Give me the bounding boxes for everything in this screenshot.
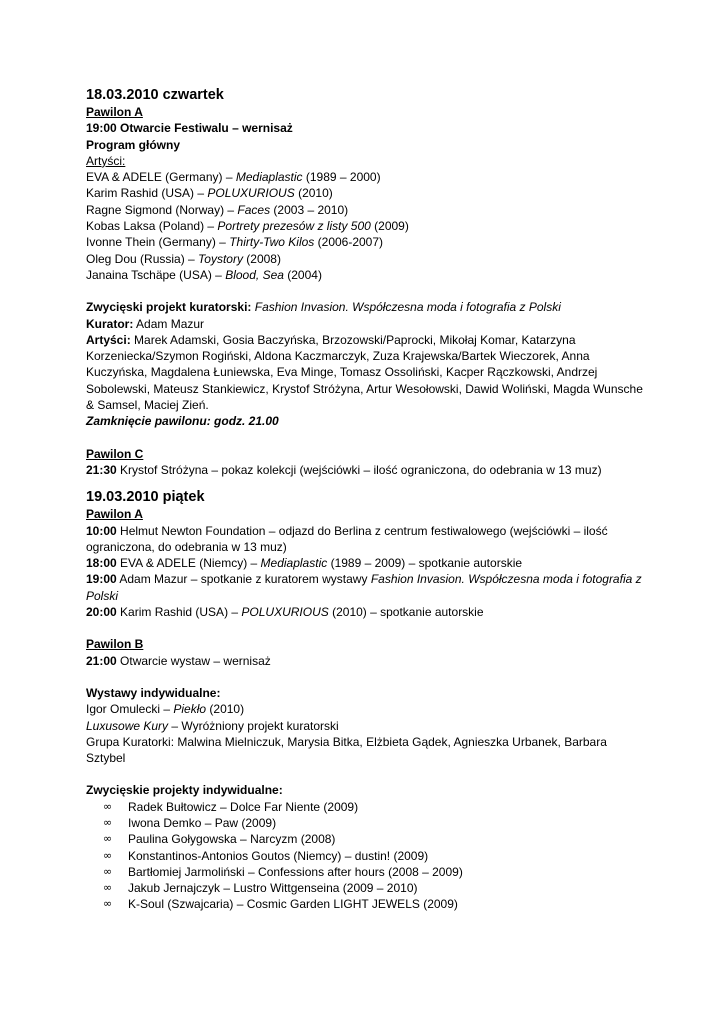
day2-pavilion-b-heading: Pawilon B <box>86 637 144 652</box>
individual-exhibition: Igor Omulecki – Piekło (2010) <box>86 702 245 717</box>
winning-individual-heading: Zwycięskie projekty indywidualne: <box>86 783 283 798</box>
infinity-bullet-icon: ∞ <box>103 799 113 813</box>
curators-group: Grupa Kuratorki: Malwina Mielniczuk, Marysia Bitka, Elżbieta Gądek, Agnieszka Urbanek, Barbara Sztybel <box>86 734 607 766</box>
infinity-bullet-icon: ∞ <box>103 815 113 829</box>
infinity-bullet-icon: ∞ <box>103 897 113 911</box>
day1-pavilion-c-heading: Pawilon C <box>86 446 144 461</box>
artist-line: Karim Rashid (USA) – POLUXURIOUS (2010) <box>86 186 333 201</box>
day2-event: 10:00 Helmut Newton Foundation – odjazd do Berlina z centrum festiwalowego (wejściówki – ilość ograniczona, do odebrania w 13 muz) <box>86 523 608 554</box>
day1-program-heading: Program główny <box>86 137 181 152</box>
day1-artists-label: Artyści: <box>86 153 126 168</box>
artist-line: EVA & ADELE (Germany) – Mediaplastic (1989 – 2000) <box>86 170 381 185</box>
infinity-bullet-icon: ∞ <box>103 864 113 878</box>
day1-artists-list <box>86 169 646 283</box>
day2-pavilion-a-heading: Pawilon A <box>86 507 143 522</box>
day1-pavilion-a-heading: Pawilon A <box>86 105 143 119</box>
artist-line: Ivonne Thein (Germany) – Thirty-Two Kilos (2006-2007) <box>86 235 384 250</box>
individual-exhibitions-heading: Wystawy indywidualne: <box>86 685 221 700</box>
curator-line: Kurator: Adam Mazur <box>86 316 205 331</box>
document-page <box>86 86 646 913</box>
winning-individual-list <box>86 799 646 913</box>
day1-opening-line <box>86 120 646 136</box>
day2-event: 20:00 Karim Rashid (USA) – POLUXURIOUS (2010) – spotkanie autorskie <box>86 605 484 620</box>
winning-curatorial-project: Zwycięski projekt kuratorski: Fashion Invasion. Współczesna moda i fotografia z Polski <box>86 300 561 315</box>
list-item: ∞ K-Soul (Szwajcaria) – Cosmic Garden LIGHT JEWELS (2009) <box>103 897 458 912</box>
day2-event: 18:00 EVA & ADELE (Niemcy) – Mediaplastic (1989 – 2009) – spotkanie autorskie <box>86 556 523 571</box>
infinity-bullet-icon: ∞ <box>103 881 113 895</box>
artist-line: Kobas Laksa (Poland) – Portrety prezesów z listy 500 (2009) <box>86 219 409 234</box>
artist-line: Janaina Tschäpe (USA) – Blood, Sea (2004) <box>86 267 322 282</box>
list-item: ∞ Konstantinos-Antonios Goutos (Niemcy) – dustin! (2009) <box>103 848 429 863</box>
infinity-bullet-icon: ∞ <box>103 832 113 846</box>
artist-line: Oleg Dou (Russia) – Toystory (2008) <box>86 251 281 266</box>
curatorial-artists: Artyści: Marek Adamski, Gosia Baczyńska, Brzozowski/Paprocki, Mikołaj Komar, Katarzyna Korzeniecka/Szymon Rogiński, Aldona Kaczmarczyk, Zuza Krajewska/Bartek Wieczorek, Anna Kuczyńska, Magdalena Łuniewska, Eva Minge, Tomasz Ossoliński, Kacper Rączkowski, Andrzej Sobolewski, Mateusz Stankiewicz, Krystof Stróżyna, Artur Wesołowski, Dawid Woliński, Magda Wunsche & Samsel, Maciej Zień. <box>86 332 643 413</box>
artist-line: Ragne Sigmond (Norway) – Faces (2003 – 2010) <box>86 202 349 217</box>
day2-event: 19:00 Adam Mazur – spotkanie z kuratorem wystawy Fashion Invasion. Współczesna moda i fotografia z Polski <box>86 572 642 603</box>
list-item: ∞ Bartłomiej Jarmoliński – Confessions after hours (2008 – 2009) <box>103 864 463 879</box>
pavilion-c-event: 21:30 Krystof Stróżyna – pokaz kolekcji (wejściówki – ilość ograniczona, do odebrania w 13 muz) <box>86 462 602 477</box>
closing-note: Zamknięcie pawilonu: godz. 21.00 <box>86 414 279 429</box>
pavilion-b-event: 21:00 Otwarcie wystaw – wernisaż <box>86 653 271 668</box>
list-item: ∞ Radek Bułtowicz – Dolce Far Niente (2009) <box>103 799 359 814</box>
day1-opening-time: 19:00 <box>86 121 117 136</box>
day1-opening-text: Otwarcie Festiwalu – wernisaż <box>120 121 293 136</box>
list-item: ∞ Jakub Jernajczyk – Lustro Wittgenseina (2009 – 2010) <box>103 881 418 896</box>
day2-date: 19.03.2010 piątek <box>86 489 205 506</box>
individual-exhibition: Luxusowe Kury – Wyróżniony projekt kuratorski <box>86 718 339 733</box>
infinity-bullet-icon: ∞ <box>103 848 113 862</box>
day1-date: 18.03.2010 czwartek <box>86 87 224 103</box>
list-item: ∞ Paulina Gołygowska – Narcyzm (2008) <box>103 832 336 847</box>
list-item: ∞ Iwona Demko – Paw (2009) <box>103 815 277 830</box>
